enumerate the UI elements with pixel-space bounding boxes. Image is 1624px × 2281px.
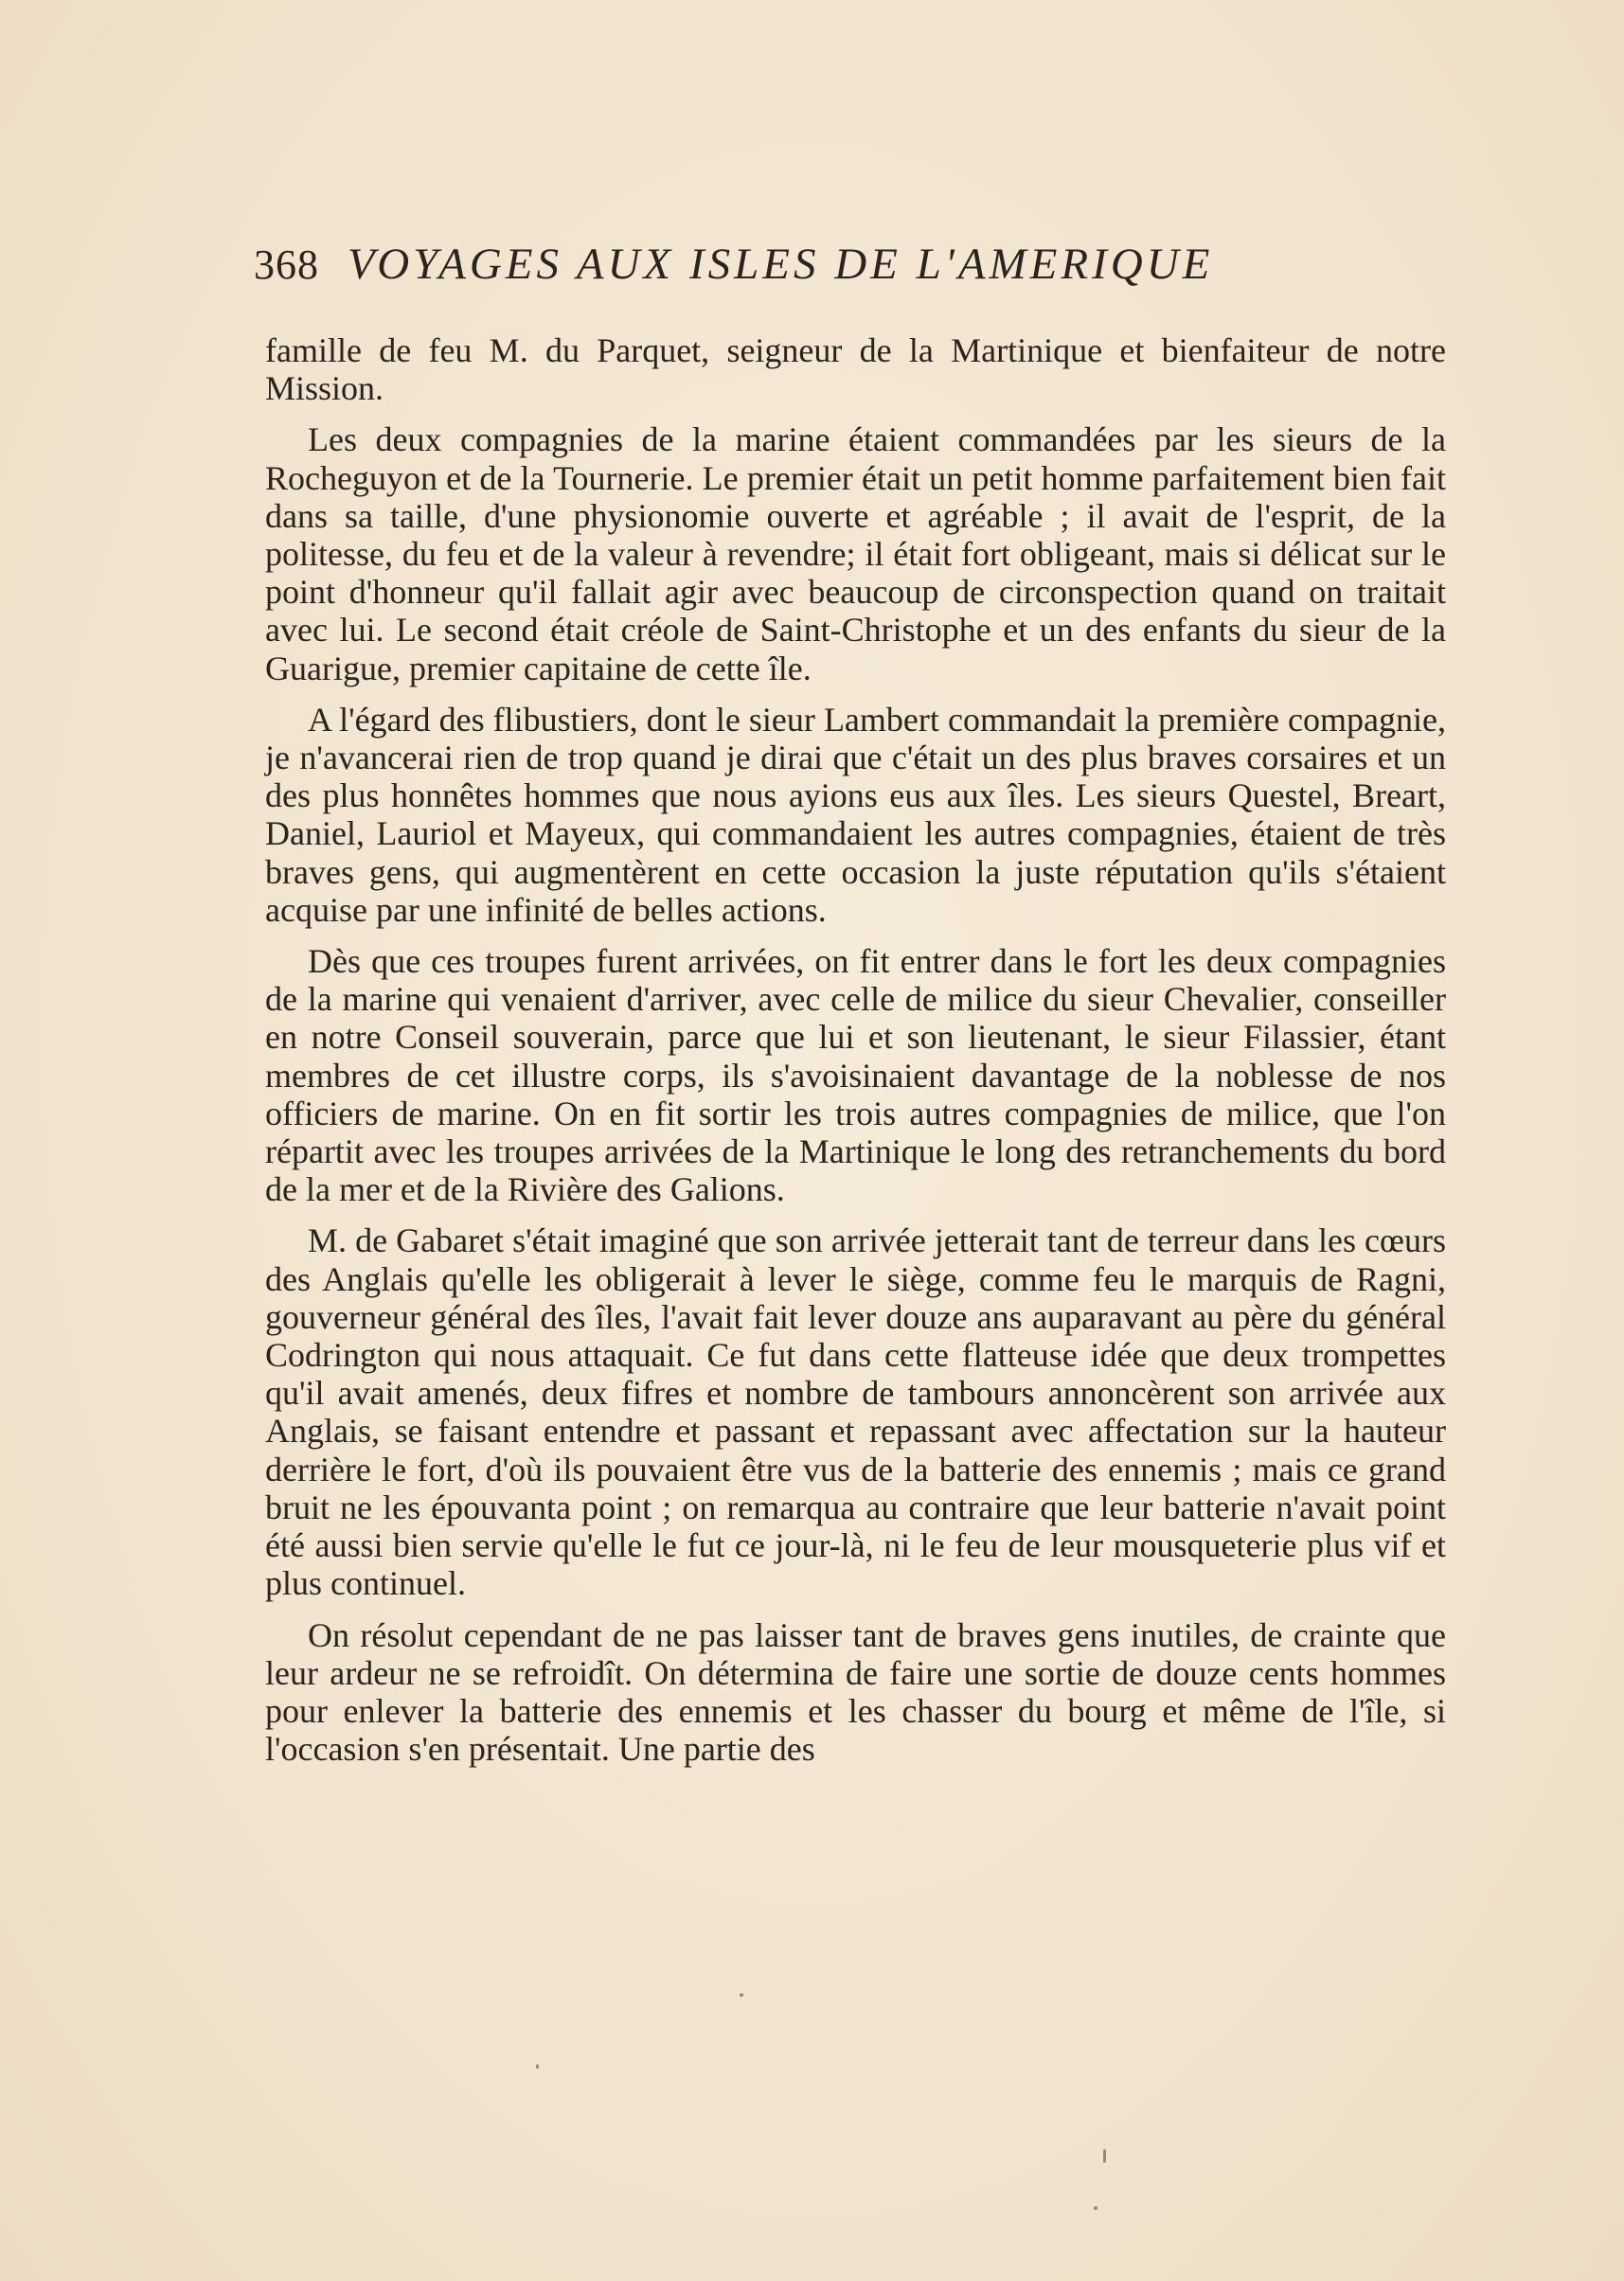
paper-speck xyxy=(740,1993,743,1997)
paper-speck xyxy=(1103,2149,1106,2163)
running-title: VOYAGES AUX ISLES DE L'AMERIQUE xyxy=(348,240,1214,289)
page-number: 368 xyxy=(254,241,319,288)
paragraph-marine-companies: Les deux compagnies de la marine étaient commandées par les sieurs de la Rocheguyon et de la Tournerie. Le premier était un petit homme parfaitement bien fait dans sa taille, d'une physionomie ouverte et agréable ; il avait de l'esprit, de la politesse, du feu et de la valeur à revendre; il était fort obligeant, mais si délicat sur le point d'honneur qu'il fallait agir avec beaucoup de circonspection quand on traitait avec lui. Le second était créole de Saint-Christophe et un des enfants du sieur de la Guarigue, premier capitaine de cette île. xyxy=(265,420,1446,687)
paper-speck xyxy=(536,2064,539,2069)
body-text xyxy=(265,331,1446,1781)
paper-speck xyxy=(1094,2206,1098,2210)
paragraph-sortie: On résolut cependant de ne pas laisser tant de braves gens inutiles, de crainte que leur ardeur ne se refroidît. On détermina de faire une sortie de douze cents hommes pour enlever la batterie des ennemis et les chasser du bourg et même de l'île, si l'occasion s'en présentait. Une partie des xyxy=(265,1615,1446,1769)
paragraph-gabaret: M. de Gabaret s'était imaginé que son arrivée jetterait tant de terreur dans les cœurs des Anglais qu'elle les obligerait à lever le siège, comme feu le marquis de Ragni, gouverneur général des îles, l'avait fait lever douze ans auparavant au père du général Codrington qui nous attaquait. Ce fut dans cette flatteuse idée que deux trompettes qu'il avait amenés, deux fifres et nombre de tambours annoncèrent son arrivée aux Anglais, se faisant entendre et passant et repassant avec affectation sur la hauteur derrière le fort, d'où ils pouvaient être vus de la batterie des ennemis ; mais ce grand bruit ne les épouvanta point ; on remarqua au contraire que leur batterie n'avait point été aussi bien servie qu'elle le fut ce jour-là, ni le feu de leur mousqueterie plus vif et plus continuel. xyxy=(265,1221,1446,1603)
paragraph-troops-arrival: Dès que ces troupes furent arrivées, on fit entrer dans le fort les deux compagnies de la marine qui venaient d'arriver, avec celle de milice du sieur Chevalier, conseiller en notre Conseil souverain, parce que lui et son lieutenant, le sieur Filassier, étant membres de cet illustre corps, ils s'avoisinaient davantage de la noblesse de nos officiers de marine. On en fit sortir les trois autres compagnies de milice, que l'on répartit avec les troupes arrivées de la Martinique le long des retranchements du bord de la mer et de la Rivière des Galions. xyxy=(265,942,1446,1209)
running-head xyxy=(254,239,1447,295)
paragraph-flibustiers: A l'égard des flibustiers, dont le sieur Lambert commandait la première compagnie, je n'avancerai rien de trop quand je dirai que c'était un des plus braves corsaires et un des plus honnêtes hommes que nous ayions eus aux îles. Les sieurs Questel, Breart, Daniel, Lauriol et Mayeux, qui commandaient les autres compagnies, étaient de très braves gens, qui augmentèrent en cette occasion la juste réputation qu'ils s'étaient acquise par une infinité de belles actions. xyxy=(265,700,1446,929)
paragraph-continuation: famille de feu M. du Parquet, seigneur de la Martinique et bienfaiteur de notre Mission. xyxy=(265,331,1446,408)
